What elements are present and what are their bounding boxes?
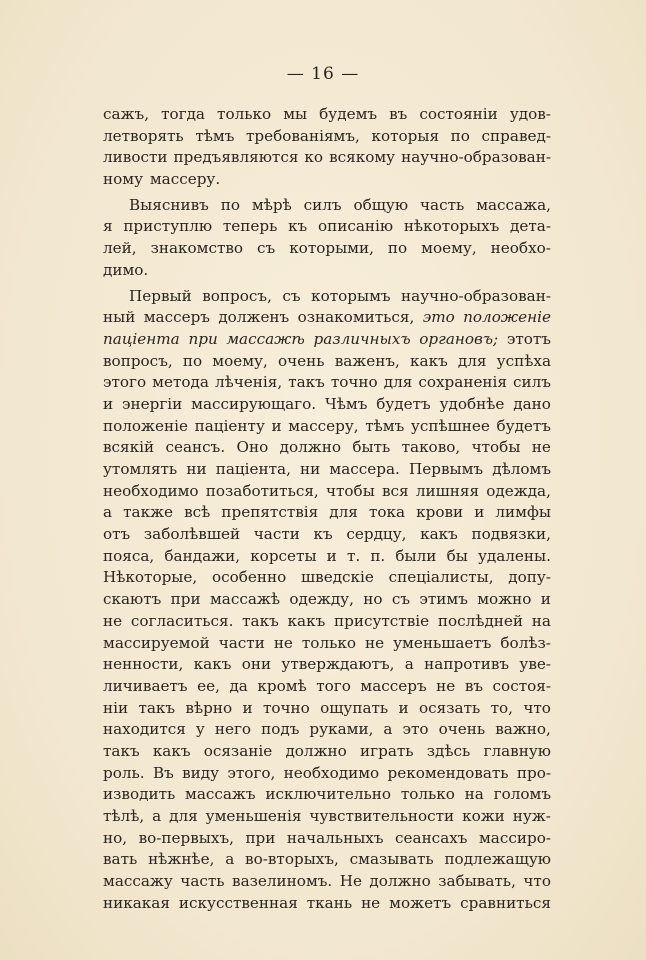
text-line bbox=[103, 238, 551, 260]
word: которымъ bbox=[311, 286, 391, 305]
text-line bbox=[103, 654, 551, 676]
word: подъ bbox=[261, 720, 300, 739]
word: вѣрно bbox=[185, 698, 233, 717]
word: общую bbox=[353, 195, 409, 214]
word: нуж- bbox=[512, 807, 551, 825]
word: для bbox=[383, 373, 413, 392]
word: ни bbox=[186, 460, 207, 478]
word: успѣха bbox=[496, 351, 551, 370]
word: тѣмъ bbox=[195, 126, 235, 145]
word: Нѣкоторые, bbox=[103, 568, 198, 587]
word: уве- bbox=[519, 655, 551, 674]
word: бы bbox=[446, 546, 468, 565]
text-line bbox=[103, 633, 551, 655]
word: такъ bbox=[138, 698, 176, 717]
word: научно-образован- bbox=[401, 286, 551, 305]
word: этого bbox=[103, 373, 147, 392]
word: но, bbox=[103, 828, 128, 847]
word: и bbox=[540, 590, 551, 609]
word: съ bbox=[391, 590, 411, 609]
word: утомлять bbox=[103, 460, 178, 478]
word: энергiи bbox=[121, 394, 183, 413]
word: голомъ bbox=[493, 785, 551, 804]
word: кромѣ bbox=[257, 676, 307, 695]
word: Оно bbox=[236, 438, 269, 457]
word: только bbox=[217, 105, 272, 123]
word: при bbox=[245, 828, 276, 847]
word: корсеты bbox=[250, 546, 317, 565]
word: массеръ bbox=[143, 308, 210, 327]
text-line bbox=[103, 372, 551, 394]
text-line bbox=[103, 828, 551, 850]
text-line bbox=[103, 195, 551, 217]
word: во-первыхъ, bbox=[138, 828, 234, 847]
word: я bbox=[103, 217, 113, 236]
word: и bbox=[326, 546, 337, 565]
word: во-вторыхъ, bbox=[245, 850, 339, 869]
word: въ bbox=[464, 676, 484, 695]
word: дано bbox=[513, 394, 551, 413]
word: осязанiе bbox=[203, 741, 273, 760]
word: силъ bbox=[303, 195, 342, 214]
text-line bbox=[103, 126, 551, 148]
word: этого, bbox=[227, 763, 276, 782]
word: тѣмъ bbox=[365, 416, 405, 435]
word: пацiента bbox=[103, 329, 180, 348]
word: моему, bbox=[212, 351, 268, 370]
word: можетъ bbox=[389, 893, 452, 912]
word: Въ bbox=[152, 763, 174, 782]
word: согласиться. bbox=[130, 611, 234, 630]
word: этотъ bbox=[506, 329, 551, 348]
word: теперь bbox=[222, 217, 278, 236]
word: необходимо bbox=[103, 481, 199, 500]
word: только bbox=[301, 633, 357, 652]
word: по bbox=[182, 351, 203, 370]
word: для bbox=[169, 807, 198, 825]
word: лишняя bbox=[415, 481, 480, 500]
word: роль. bbox=[103, 763, 145, 782]
word: одежду, bbox=[289, 590, 354, 609]
word: у bbox=[195, 720, 205, 739]
word: уменьшенiя bbox=[205, 807, 302, 825]
word: важенъ, bbox=[334, 351, 400, 370]
word: этимъ bbox=[419, 590, 468, 609]
word: тока bbox=[368, 503, 406, 522]
word: важно, bbox=[495, 720, 551, 739]
word: послѣдней bbox=[437, 611, 524, 630]
word: требованiямъ, bbox=[245, 126, 360, 145]
text-line bbox=[103, 286, 551, 308]
word: сеансахъ bbox=[395, 828, 468, 847]
word: лимфы bbox=[495, 503, 551, 522]
body-text bbox=[103, 104, 551, 914]
word: а bbox=[404, 655, 414, 674]
word: очень bbox=[277, 351, 325, 370]
word: не bbox=[531, 438, 551, 457]
word: играть bbox=[360, 741, 414, 760]
text-line bbox=[103, 871, 551, 893]
word: для bbox=[457, 351, 487, 370]
word: тогда bbox=[161, 105, 205, 123]
word: массажу bbox=[103, 872, 173, 891]
word: ткань bbox=[306, 893, 353, 912]
word: всѣ bbox=[184, 503, 211, 522]
word: мы bbox=[283, 105, 308, 123]
word: лей, bbox=[103, 239, 137, 258]
word: но bbox=[363, 590, 383, 609]
text-line bbox=[103, 307, 551, 329]
word: осязать bbox=[419, 698, 481, 717]
word: массеру, bbox=[288, 416, 359, 435]
word: массажа, bbox=[476, 195, 551, 214]
page-number: — 16 — bbox=[286, 64, 360, 84]
word: удов- bbox=[509, 105, 551, 123]
word: и bbox=[103, 394, 114, 413]
word: не bbox=[436, 676, 456, 695]
word: главную bbox=[483, 741, 551, 760]
word: лѣченiя, bbox=[214, 373, 283, 392]
word: ному bbox=[103, 170, 144, 189]
word: на bbox=[464, 785, 484, 804]
word: въ bbox=[389, 105, 408, 123]
word: только bbox=[400, 785, 455, 804]
word: а bbox=[383, 720, 393, 739]
text-line bbox=[103, 394, 551, 416]
word: ненности, bbox=[103, 655, 184, 674]
word: массируемой bbox=[103, 633, 210, 652]
word: а bbox=[152, 807, 162, 825]
word: это bbox=[402, 720, 429, 739]
word: подлежащую bbox=[444, 850, 551, 869]
word: препятствiя bbox=[221, 503, 319, 522]
word: вопросъ, bbox=[103, 351, 173, 370]
word: особенно bbox=[211, 568, 287, 587]
word: къ bbox=[313, 525, 333, 544]
word: какъ bbox=[193, 655, 232, 674]
word: можно bbox=[477, 590, 532, 609]
word: утверждаютъ, bbox=[281, 655, 395, 674]
word: летворять bbox=[103, 126, 184, 145]
word: были bbox=[395, 546, 437, 565]
word: по bbox=[220, 195, 240, 214]
word: спецiалисты, bbox=[388, 568, 494, 587]
word: массажѣ bbox=[209, 590, 281, 609]
word: состоя- bbox=[492, 676, 551, 695]
word: дета- bbox=[510, 217, 551, 236]
text-line bbox=[103, 459, 551, 481]
word: Выяснивъ bbox=[129, 195, 209, 214]
word: на bbox=[531, 611, 551, 630]
word: также bbox=[123, 503, 174, 522]
word: руками, bbox=[309, 720, 374, 739]
word: что bbox=[523, 698, 551, 717]
word: массирующаго. bbox=[191, 394, 317, 413]
word: сердцу, bbox=[346, 525, 407, 544]
text-line bbox=[103, 147, 551, 169]
word: смазывать bbox=[349, 850, 434, 869]
word: напротивъ bbox=[424, 655, 510, 674]
word: димо. bbox=[103, 260, 149, 279]
word: и bbox=[242, 698, 253, 717]
word: положенiе bbox=[463, 308, 551, 327]
word: вать bbox=[103, 850, 138, 869]
word: часть bbox=[420, 195, 465, 214]
word: очень bbox=[438, 720, 486, 739]
word: точно bbox=[262, 698, 310, 717]
text-line bbox=[103, 260, 551, 282]
word: пояса, bbox=[103, 546, 155, 565]
word: часть bbox=[180, 872, 225, 891]
word: съ bbox=[282, 286, 301, 305]
word: знакомство bbox=[150, 239, 244, 258]
text-line bbox=[103, 676, 551, 698]
text-line bbox=[103, 546, 551, 568]
word: массажъ bbox=[185, 785, 256, 804]
word: удалены. bbox=[477, 546, 551, 565]
word: быть bbox=[352, 438, 391, 457]
word: здѣсь bbox=[426, 741, 471, 760]
text-line bbox=[103, 216, 551, 238]
text-line bbox=[103, 329, 551, 351]
word: таково, bbox=[401, 438, 461, 457]
word: не bbox=[273, 633, 293, 652]
word: успѣшнее bbox=[410, 416, 490, 435]
word: допу- bbox=[508, 568, 551, 587]
word: какъ bbox=[410, 351, 448, 370]
word: шведскiе bbox=[301, 568, 374, 587]
word: ознакомиться, bbox=[297, 308, 415, 327]
word: т. bbox=[346, 546, 361, 565]
text-line bbox=[103, 719, 551, 741]
text-line bbox=[103, 524, 551, 546]
word: а bbox=[103, 503, 113, 522]
text-line bbox=[103, 893, 551, 915]
word: ни bbox=[300, 460, 321, 478]
word: находится bbox=[103, 720, 186, 739]
text-line bbox=[103, 763, 551, 785]
word: нѣкоторыхъ bbox=[403, 217, 500, 236]
word: нѣжнѣе, bbox=[148, 850, 215, 869]
word: чтобы bbox=[471, 438, 521, 457]
word: кожи bbox=[462, 807, 505, 825]
word: Первый bbox=[129, 286, 192, 305]
word: какъ bbox=[287, 611, 326, 630]
word: приступлю bbox=[123, 217, 213, 236]
word: подвязки, bbox=[471, 525, 551, 544]
word: всякiй bbox=[103, 438, 155, 457]
word: должно bbox=[285, 741, 347, 760]
word: и bbox=[474, 503, 485, 522]
text-line bbox=[103, 416, 551, 438]
word: къ bbox=[288, 217, 308, 236]
word: виду bbox=[182, 763, 220, 782]
word: Первымъ bbox=[409, 460, 484, 478]
word: пацiента, bbox=[215, 460, 291, 478]
word: необхо- bbox=[490, 239, 551, 258]
word: такъ bbox=[288, 373, 325, 392]
text-line bbox=[103, 567, 551, 589]
word: различныхъ bbox=[313, 329, 411, 348]
word: органовъ; bbox=[419, 329, 499, 348]
word: предъявляются bbox=[173, 148, 299, 167]
word: бандажи, bbox=[164, 546, 241, 565]
text-line bbox=[103, 589, 551, 611]
word: ее, bbox=[197, 676, 220, 695]
word: изводить bbox=[103, 785, 176, 804]
word: это bbox=[422, 308, 455, 327]
word: состоянiи bbox=[419, 105, 498, 123]
text-line bbox=[103, 806, 551, 828]
word: него bbox=[214, 720, 252, 739]
word: того bbox=[316, 676, 351, 695]
word: личиваетъ bbox=[103, 676, 188, 695]
word: никакая bbox=[103, 893, 170, 912]
word: силъ bbox=[513, 373, 551, 392]
word: ко bbox=[304, 148, 324, 167]
word: мѣрѣ bbox=[251, 195, 292, 214]
word: искусственная bbox=[178, 893, 298, 912]
word: про- bbox=[516, 763, 551, 782]
word: удобнѣе bbox=[439, 394, 505, 413]
word: описанiю bbox=[317, 217, 394, 236]
word: положенiе bbox=[103, 416, 188, 435]
word: ощупать bbox=[320, 698, 389, 717]
word: то, bbox=[490, 698, 513, 717]
word: моему, bbox=[421, 239, 477, 258]
word: всякому bbox=[329, 148, 396, 167]
word: которыми, bbox=[289, 239, 374, 258]
word: которыя bbox=[371, 126, 440, 145]
word: скаютъ bbox=[103, 590, 162, 609]
word: болѣз- bbox=[500, 633, 551, 652]
word: для bbox=[329, 503, 358, 522]
word: такъ bbox=[242, 611, 279, 630]
word: дѣломъ bbox=[492, 460, 551, 478]
text-line bbox=[103, 169, 551, 191]
text-line bbox=[103, 784, 551, 806]
word: начальныхъ bbox=[286, 828, 384, 847]
word: массеру. bbox=[149, 170, 221, 189]
word: забывать, bbox=[438, 872, 516, 891]
word: части bbox=[253, 525, 300, 544]
word: вопросъ, bbox=[202, 286, 272, 305]
word: да bbox=[229, 676, 248, 695]
word: метода bbox=[152, 373, 209, 392]
word: одежда, bbox=[486, 481, 551, 500]
word: ливости bbox=[103, 148, 168, 167]
word: не bbox=[364, 633, 385, 652]
text-line bbox=[103, 698, 551, 720]
word: исключительно bbox=[265, 785, 392, 804]
word: вся bbox=[382, 481, 409, 500]
word: отъ bbox=[103, 525, 131, 544]
word: такъ bbox=[103, 741, 140, 760]
word: а bbox=[225, 850, 235, 869]
word: научно-образован- bbox=[401, 148, 551, 167]
word: при bbox=[170, 590, 201, 609]
text-line bbox=[103, 481, 551, 503]
text-line bbox=[103, 437, 551, 459]
word: позаботиться, bbox=[205, 481, 319, 500]
word: они bbox=[241, 655, 272, 674]
word: массеръ bbox=[360, 676, 427, 695]
word: массиро- bbox=[478, 828, 551, 847]
word: чувствительности bbox=[309, 807, 455, 825]
word: массера. bbox=[329, 460, 400, 478]
text-line bbox=[103, 849, 551, 871]
word: массажѣ bbox=[226, 329, 305, 348]
word: какъ bbox=[420, 525, 458, 544]
word: крови bbox=[416, 503, 464, 522]
word: пацiенту bbox=[194, 416, 265, 435]
word: нiи bbox=[103, 698, 129, 717]
word: долженъ bbox=[218, 308, 290, 327]
word: при bbox=[188, 329, 218, 348]
word: справед- bbox=[481, 126, 551, 145]
word: уменьшаетъ bbox=[393, 633, 492, 652]
word: Не bbox=[339, 872, 362, 891]
word: по bbox=[450, 126, 470, 145]
word: съ bbox=[257, 239, 276, 258]
word: и bbox=[271, 416, 282, 435]
word: должно bbox=[279, 438, 341, 457]
word: сажъ, bbox=[103, 105, 150, 123]
word: будетъ bbox=[496, 416, 551, 435]
text-line bbox=[103, 104, 551, 126]
word: по bbox=[387, 239, 408, 258]
word: присутствiе bbox=[333, 611, 430, 630]
word: не bbox=[361, 893, 381, 912]
word: сеансъ. bbox=[165, 438, 226, 457]
word: будемъ bbox=[319, 105, 378, 123]
word: вазелиномъ. bbox=[232, 872, 333, 891]
word: заболѣвшей bbox=[143, 525, 241, 544]
word: п. bbox=[370, 546, 386, 565]
text-line bbox=[103, 502, 551, 524]
word: и bbox=[398, 698, 409, 717]
word: сохраненiя bbox=[418, 373, 507, 392]
word: что bbox=[523, 872, 551, 891]
word: тѣлѣ, bbox=[103, 807, 145, 825]
word: ный bbox=[103, 308, 136, 327]
text-line bbox=[103, 351, 551, 373]
word: точно bbox=[330, 373, 378, 392]
word: необходимо bbox=[283, 763, 380, 782]
word: рекомендовать bbox=[387, 763, 509, 782]
word: части bbox=[218, 633, 265, 652]
word: будетъ bbox=[376, 394, 431, 413]
word: какъ bbox=[152, 741, 191, 760]
word: сравниться bbox=[460, 893, 551, 912]
word: чтобы bbox=[325, 481, 375, 500]
word: должно bbox=[369, 872, 431, 891]
word: не bbox=[103, 611, 123, 630]
text-line bbox=[103, 741, 551, 763]
word: Чѣмъ bbox=[324, 394, 368, 413]
text-line bbox=[103, 611, 551, 633]
